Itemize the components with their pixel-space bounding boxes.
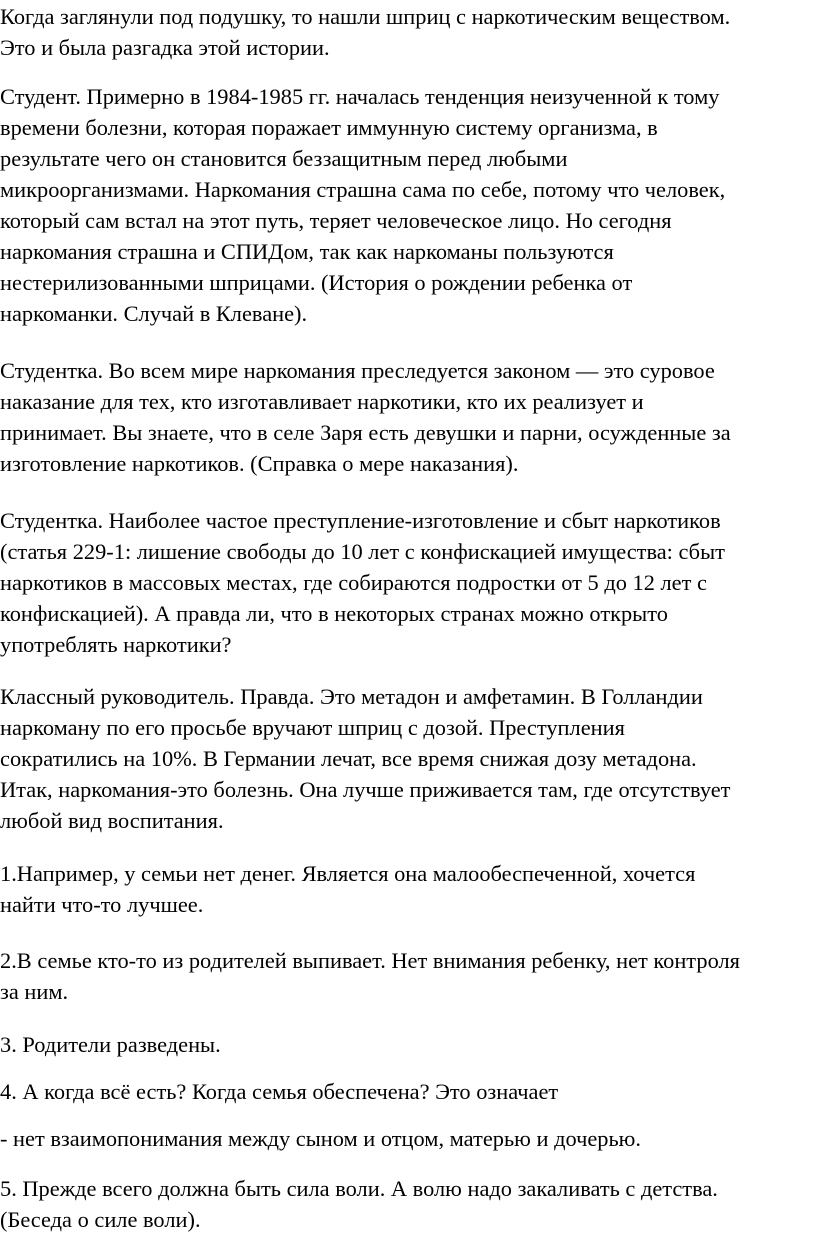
text-line: микроорганизмами. Наркомания страшна сама по себе, потому что человек, <box>0 177 726 202</box>
paragraph-solution <box>0 1 816 63</box>
text-line: наказание для тех, кто изготавливает наркотики, кто их реализует и <box>0 389 644 414</box>
text-line: который сам встал на этот путь, теряет человеческое лицо. Но сегодня <box>0 208 672 233</box>
text-line: 3. Родители разведены. <box>0 1032 221 1057</box>
text-line: наркотиков в массовых местах, где собираются подростки от 5 до 12 лет с <box>0 570 707 595</box>
text-line: времени болезни, которая поражает иммунную систему организма, в <box>0 115 658 140</box>
text-line: 2.В семье кто-то из родителей выпивает. Нет внимания ребенку, нет контроля <box>0 948 740 973</box>
list-item-3 <box>0 1029 816 1060</box>
text-line: наркоманки. Случай в Клеване). <box>0 301 308 326</box>
text-line: принимает. Вы знаете, что в селе Заря есть девушки и парни, осужденные за <box>0 420 731 445</box>
paragraph-class-teacher <box>0 681 816 836</box>
text-line: 1.Например, у семьи нет денег. Является она малообеспеченной, хочется <box>0 861 696 886</box>
list-item-5 <box>0 1173 816 1235</box>
text-line: (статья 229-1: лишение свободы до 10 лет с конфискацией имущества: сбыт <box>0 539 725 564</box>
text-line: изготовление наркотиков. (Справка о мере наказания). <box>0 451 519 476</box>
paragraph-student <box>0 81 816 329</box>
text-line: Когда заглянули под подушку, то нашли шприц с наркотическим веществом. <box>0 4 731 29</box>
text-line: Студентка. Наиболее частое преступление-изготовление и сбыт наркотиков <box>0 508 721 533</box>
text-line: сократились на 10%. В Германии лечат, все время снижая дозу метадона. <box>0 746 697 771</box>
paragraph-student-female-crime <box>0 505 816 660</box>
text-line: Классный руководитель. Правда. Это метадон и амфетамин. В Голландии <box>0 684 703 709</box>
list-item-4 <box>0 1076 816 1107</box>
text-line: наркомания страшна и СПИДом, так как наркоманы пользуются <box>0 239 614 264</box>
text-line: конфискацией). А правда ли, что в некоторых странах можно открыто <box>0 601 668 626</box>
list-item-4-dash <box>0 1123 816 1154</box>
text-line: наркоману по его просьбе вручают шприц с дозой. Преступления <box>0 715 625 740</box>
text-line: результате чего он становится беззащитным перед любыми <box>0 146 568 171</box>
text-line: любой вид воспитания. <box>0 808 224 833</box>
text-line: Студентка. Во всем мире наркомания преследуется законом — это суровое <box>0 358 715 383</box>
list-item-1 <box>0 858 816 920</box>
text-line: Это и была разгадка этой истории. <box>0 35 330 60</box>
text-line: Студент. Примерно в 1984-1985 гг. началась тенденция неизученной к тому <box>0 84 720 109</box>
text-line: найти что-то лучшее. <box>0 892 204 917</box>
text-line: за ним. <box>0 979 69 1004</box>
text-line: - нет взаимопонимания между сыном и отцом, матерью и дочерью. <box>0 1126 642 1151</box>
text-line: употреблять наркотики? <box>0 632 232 657</box>
paragraph-student-female-law <box>0 355 816 479</box>
text-line: 5. Прежде всего должна быть сила воли. А волю надо закаливать с детства. <box>0 1176 718 1201</box>
text-line: нестерилизованными шприцами. (История о рождении ребенка от <box>0 270 633 295</box>
list-item-2 <box>0 945 816 1007</box>
text-line: 4. А когда всё есть? Когда семья обеспечена? Это означает <box>0 1079 559 1104</box>
text-line: (Беседа о силе воли). <box>0 1207 201 1232</box>
text-line: Итак, наркомания-это болезнь. Она лучше приживается там, где отсутствует <box>0 777 731 802</box>
